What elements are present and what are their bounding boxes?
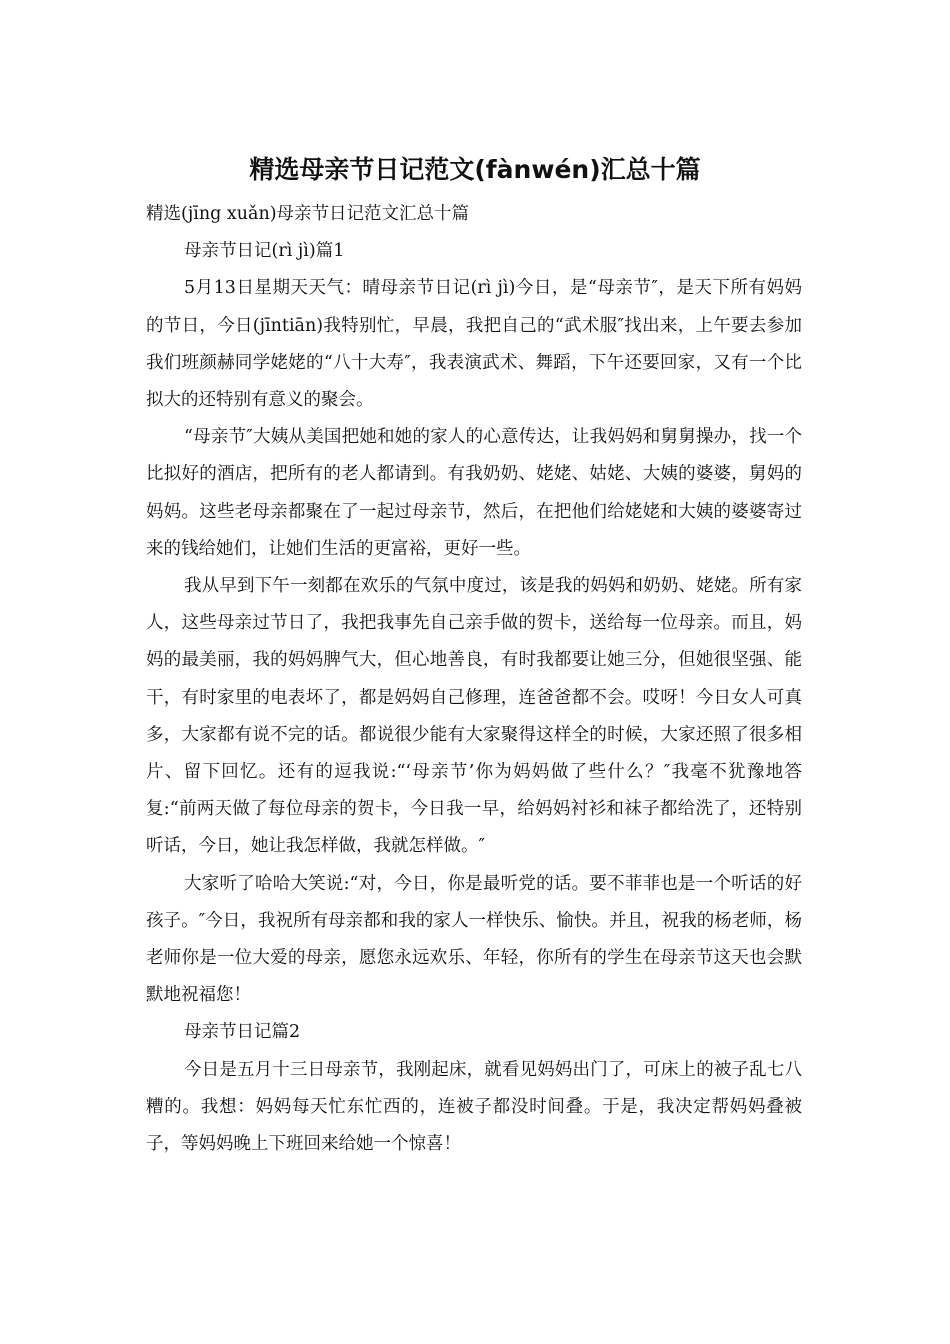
- document-body: [146, 196, 802, 1163]
- body-paragraph: 今日是五月十三日母亲节，我刚起床，就看见妈妈出门了，可床上的被子乱七八糟的。我想：妈妈每天忙东忙西的，连被子都没时间叠。于是，我决定帮妈妈叠被子，等妈妈晚上下班回来给她一个惊喜！: [146, 1059, 802, 1155]
- section-heading-2: 母亲节日记篇2: [184, 1022, 301, 1043]
- section-heading-1: 母亲节日记(rì jì)篇1: [184, 241, 345, 262]
- body-paragraph: 我从早到下午一刻都在欢乐的气氛中度过，该是我的妈妈和奶奶、姥姥。所有家人，这些母亲过节日了，我把我事先自己亲手做的贺卡，送给每一位母亲。而且，妈妈的最美丽，我的妈妈脾气大，但心地善良，有时我都要让她三分，但她很坚强、能干，有时家里的电表坏了，都是妈妈自己修理，连爸爸都不会。哎呀！今日女人可真多，大家都有说不完的话。都说很少能有大家聚得这样全的时候，大家还照了很多相片、留下回忆。还有的逗我说:“‘母亲节’你为妈妈做了些什么？″我毫不犹豫地答复:“前两天做了每位母亲的贺卡，今日我一早，给妈妈衬衫和袜子都给洗了，还特别听话，今日，她让我怎样做，我就怎样做。″: [146, 576, 802, 857]
- document-title: 精选母亲节日记范文(fànwén)汇总十篇: [249, 155, 701, 184]
- body-paragraph: 5月13日星期天天气：晴母亲节日记(rì jì)今日，是“母亲节″，是天下所有妈妈的节日，今日(jīntiān)我特别忙，早晨，我把自己的“武术服″找出来，上午要去参加我们班颜赫同学姥姥的“八十大寿″，我表演武术、舞蹈，下午还要回家，又有一个比拟大的还特别有意义的聚会。: [146, 278, 802, 411]
- document-subtitle: 精选(jīng xuǎn)母亲节日记范文汇总十篇: [146, 204, 470, 224]
- body-paragraph: 大家听了哈哈大笑说:“对，今日，你是最听党的话。要不菲菲也是一个听话的好孩子。″今日，我祝所有母亲都和我的家人一样快乐、愉快。并且，祝我的杨老师，杨老师你是一位大爱的母亲，愿您永远欢乐、年轻，你所有的学生在母亲节这天也会默默地祝福您！: [146, 873, 802, 1006]
- body-paragraph: “母亲节″大姨从美国把她和她的家人的心意传达，让我妈妈和舅舅操办，找一个比拟好的酒店，把所有的老人都请到。有我奶奶、姥姥、姑姥、大姨的婆婆，舅妈的妈妈。这些老母亲都聚在了一起过母亲节，然后，在把他们给姥姥和大姨的婆婆寄过来的钱给她们，让她们生活的更富裕，更好一些。: [146, 427, 802, 559]
